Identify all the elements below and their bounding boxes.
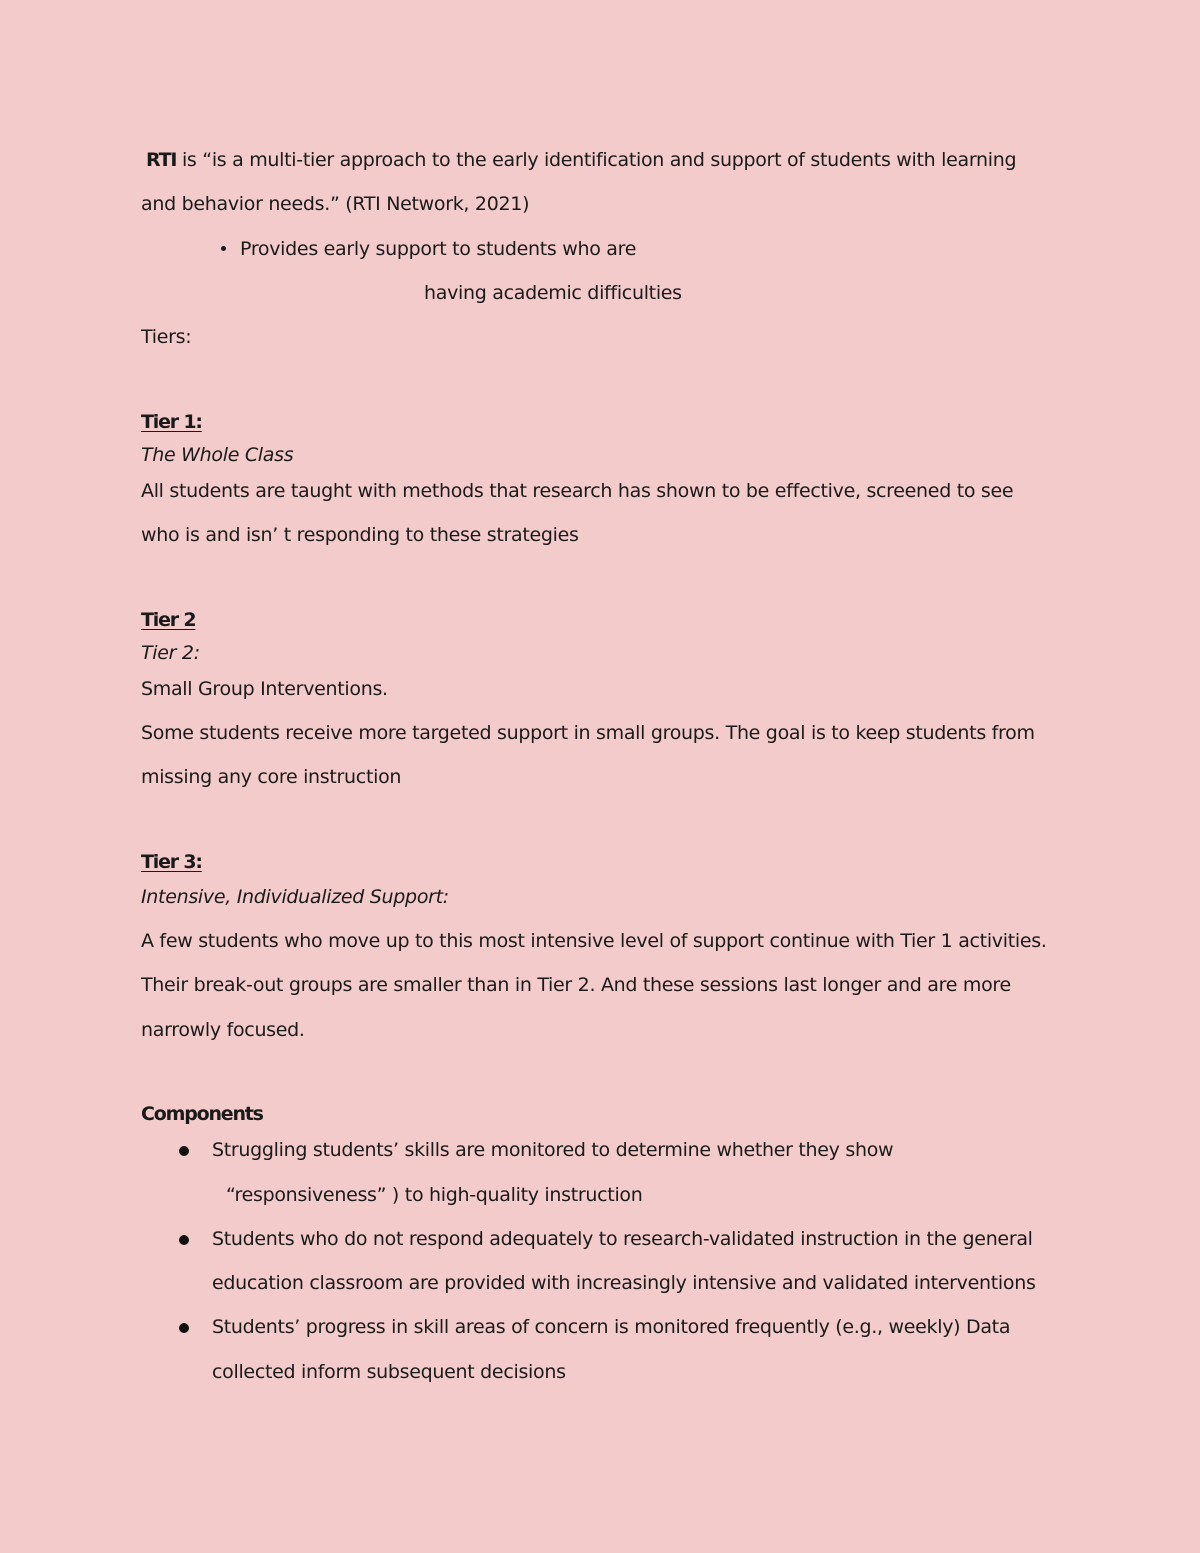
rti-definition-part-2: and behavior needs.” (RTI Network, 2021)	[141, 193, 530, 215]
tier2-subtitle: Tier 2:	[141, 642, 200, 664]
tier2-name: Small Group Interventions.	[141, 678, 388, 700]
tier3-subtitle: Intensive, Individualized Support:	[141, 886, 449, 908]
tier3-heading: Tier 3:	[141, 851, 202, 873]
bullet-icon	[221, 246, 226, 251]
component-item-1-line-1: Struggling students’ skills are monitored to determine whether they show	[212, 1139, 894, 1161]
tier3-text-line-3: narrowly focused.	[141, 1019, 305, 1041]
tier2-text-line-2: missing any core instruction	[141, 766, 402, 788]
rti-term: RTI	[146, 149, 177, 171]
rti-definition-part-1: is “is a multi-tier approach to the early identification and support of students with learning	[176, 149, 1017, 171]
component-item-1-line-2: “responsiveness” ) to high-quality instruction	[226, 1184, 643, 1206]
tier3-text-line-2: Their break-out groups are smaller than in Tier 2. And these sessions last longer and are more	[141, 974, 1011, 996]
bullet-icon	[179, 1235, 189, 1245]
intro-bullet-line-1: Provides early support to students who are	[240, 238, 637, 260]
bullet-icon	[179, 1146, 189, 1156]
tier2-heading: Tier 2	[141, 609, 196, 631]
tier2-text-line-1: Some students receive more targeted support in small groups. The goal is to keep students from	[141, 722, 1035, 744]
tier1-subtitle: The Whole Class	[141, 444, 294, 466]
component-item-3-line-1: Students’ progress in skill areas of concern is monitored frequently (e.g., weekly) Data	[212, 1316, 1011, 1338]
tier1-text-line-1: All students are taught with methods that research has shown to be effective, screened to see	[141, 480, 1014, 502]
tier3-text-line-1: A few students who move up to this most intensive level of support continue with Tier 1 activities.	[141, 930, 1047, 952]
tiers-label: Tiers:	[141, 326, 192, 348]
components-heading: Components	[141, 1103, 263, 1125]
bullet-icon	[179, 1323, 189, 1333]
component-item-3-line-2: collected inform subsequent decisions	[212, 1361, 566, 1383]
intro-bullet-line-2: having academic difficulties	[424, 282, 682, 304]
component-item-2-line-1: Students who do not respond adequately to research-validated instruction in the general	[212, 1228, 1033, 1250]
tier1-text-line-2: who is and isn’ t responding to these strategies	[141, 524, 579, 546]
tier1-heading: Tier 1:	[141, 411, 202, 433]
intro-line-1	[146, 148, 1016, 172]
component-item-2-line-2: education classroom are provided with increasingly intensive and validated interventions	[212, 1272, 1036, 1294]
